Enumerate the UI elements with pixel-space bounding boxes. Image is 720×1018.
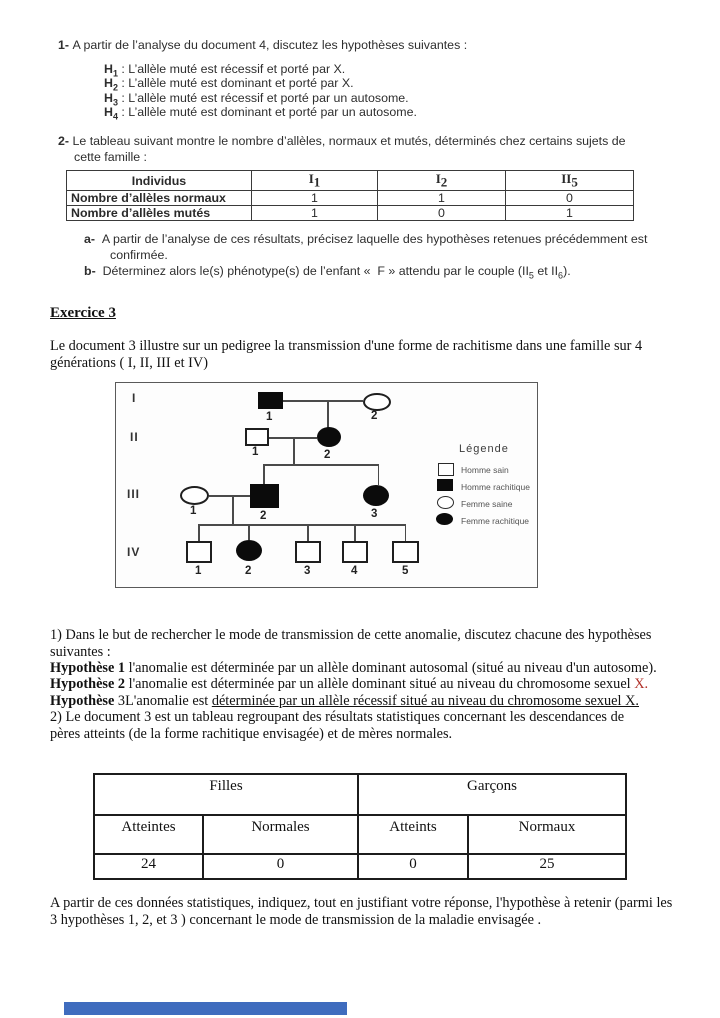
pedigree-individual-II-1-healthy-male-icon bbox=[245, 428, 269, 446]
sibling-drop-IV-5 bbox=[405, 524, 407, 541]
stats-header-atteints: Atteints bbox=[358, 815, 468, 854]
sibling-drop-IV-3 bbox=[307, 524, 309, 541]
ex3-q2-line2: pères atteints (de la forme rachitique envisagée) et de mères normales. bbox=[50, 726, 453, 742]
question-1-number: 1- bbox=[58, 38, 70, 52]
pedigree-diagram bbox=[115, 382, 538, 588]
stats-header-normaux: Normaux bbox=[468, 815, 626, 854]
final-question-line2: 3 hypothèses 1, 2, et 3 ) concernant le mode de transmission de la maladie envisagée . bbox=[50, 912, 542, 928]
legend-label-femme-rachitique: Femme rachitique bbox=[461, 516, 530, 526]
ex3-q1-line2: suivantes : bbox=[50, 644, 111, 660]
legend-circle-filled-icon bbox=[436, 513, 453, 525]
pedigree-individual-I-2-healthy-female-icon bbox=[363, 393, 391, 411]
sibling-drop-III-3 bbox=[378, 464, 380, 485]
stats-table-values-row bbox=[94, 854, 626, 879]
generation-label-III: III bbox=[127, 487, 141, 501]
pedigree-individual-III-3-affected-female-icon bbox=[363, 485, 389, 506]
sibling-bar-IV bbox=[198, 524, 406, 526]
legend-label-homme-rachitique: Homme rachitique bbox=[461, 482, 530, 492]
sibling-bar-III bbox=[263, 464, 379, 466]
generation-label-IV: IV bbox=[127, 545, 141, 559]
stats-table bbox=[93, 773, 627, 880]
descent-line-I bbox=[327, 400, 329, 428]
legend-square-filled-icon bbox=[437, 479, 453, 491]
stats-table-header-row bbox=[94, 815, 626, 854]
question-a-number: a- bbox=[84, 232, 96, 246]
allele-table-row-mutes: Nombre d’allèles mutés 1 0 1 bbox=[67, 206, 634, 221]
pedigree-individual-III-1-healthy-female-icon bbox=[180, 486, 209, 505]
pedigree-label-III-3: 3 bbox=[371, 508, 378, 520]
marriage-line-III bbox=[209, 495, 250, 497]
pedigree-label-IV-3: 3 bbox=[304, 565, 311, 577]
pedigree-label-I-2: 2 bbox=[371, 410, 378, 422]
stats-table-group-row bbox=[94, 774, 626, 815]
pedigree-label-IV-5: 5 bbox=[402, 565, 409, 577]
question-2-intro-line1: 2- Le tableau suivant montre le nombre d’allèles, normaux et mutés, déterminés chez certains sujets de bbox=[58, 134, 626, 148]
exercise-3-intro-line2: générations ( I, II, III et IV) bbox=[50, 355, 208, 371]
hypothesis-h1: $H_1$ : L’allèle muté est récessif et porté par X. bbox=[104, 62, 346, 79]
pedigree-label-III-1: 1 bbox=[190, 505, 197, 517]
pedigree-individual-II-2-affected-female-icon bbox=[317, 427, 341, 447]
marriage-line-I bbox=[283, 400, 363, 402]
hypothesis-h2: $H_2$ : L’allèle muté est dominant et porté par X. bbox=[104, 76, 354, 93]
legend-square-empty-icon bbox=[438, 463, 454, 476]
pedigree-individual-IV-4-healthy-male-icon bbox=[342, 541, 368, 563]
question-a-line2: confirmée. bbox=[110, 248, 168, 262]
allele-table-header-ii5: $II_5$ bbox=[506, 171, 634, 191]
pedigree-label-III-2: 2 bbox=[260, 510, 267, 522]
pedigree-label-IV-2: 2 bbox=[245, 565, 252, 577]
stats-value-garcons-atteints: 0 bbox=[358, 854, 468, 879]
hypothese-2-red-x: X. bbox=[634, 676, 649, 692]
question-1-intro: 1- A partir de l’analyse du document 4, discutez les hypothèses suivantes : bbox=[58, 38, 468, 52]
pedigree-individual-IV-5-healthy-male-icon bbox=[392, 541, 419, 563]
allele-table-header-row bbox=[67, 171, 634, 191]
sibling-drop-III-2 bbox=[263, 464, 265, 484]
allele-table-header-i1: $I_1$ bbox=[252, 171, 378, 191]
legend-title: Légende bbox=[459, 443, 509, 455]
pedigree-individual-III-2-affected-male-icon bbox=[250, 484, 279, 508]
pedigree-individual-IV-2-affected-female-icon bbox=[236, 540, 262, 561]
ex3-hypothese-1: Hypothèse 1 l'anomalie est déterminée par un allèle dominant autosomal (situé au niveau d'un autosome). bbox=[50, 660, 657, 676]
pedigree-individual-I-1-affected-male-icon bbox=[258, 392, 283, 409]
pedigree-label-IV-1: 1 bbox=[195, 565, 202, 577]
stats-header-normales: Normales bbox=[203, 815, 358, 854]
allele-table bbox=[66, 170, 634, 221]
ex3-hypothese-2: Hypothèse 2 l'anomalie est déterminée par un allèle dominant situé au niveau du chromosome sexuel X. bbox=[50, 676, 649, 692]
allele-table-row-normaux: Nombre d’allèles normaux 1 1 0 bbox=[67, 191, 634, 206]
stats-header-garcons: Garçons bbox=[358, 774, 626, 815]
stats-value-filles-normales: 0 bbox=[203, 854, 358, 879]
question-2-number: 2- bbox=[58, 134, 70, 148]
stats-header-atteintes: Atteintes bbox=[94, 815, 203, 854]
question-b-line: b- Déterminez alors le(s) phénotype(s) de l’enfant « F » attendu par le couple ($II_5$ et $II_6$). bbox=[84, 264, 571, 281]
exercise-3-intro-line1: Le document 3 illustre sur un pedigree la transmission d'une forme de rachitisme dans une famille sur 4 bbox=[50, 338, 643, 354]
stats-header-filles: Filles bbox=[94, 774, 358, 815]
stats-value-garcons-normaux: 25 bbox=[468, 854, 626, 879]
hypothese-3-underlined: déterminée par un allèle récessif situé au niveau du chromosome sexuel X. bbox=[211, 693, 639, 709]
hypothesis-h4: $H_4$ : L’allèle muté est dominant et porté par un autosome. bbox=[104, 105, 417, 122]
ex3-q2-line1: 2) Le document 3 est un tableau regroupant des résultats statistiques concernant les descendances de bbox=[50, 709, 625, 725]
pedigree-label-IV-4: 4 bbox=[351, 565, 358, 577]
ex3-hypothese-3: Hypothèse 3L'anomalie est déterminée par un allèle récessif situé au niveau du chromosome sexuel X. bbox=[50, 693, 639, 709]
question-2-intro-line2: cette famille : bbox=[74, 150, 147, 164]
pedigree-individual-IV-1-healthy-male-icon bbox=[186, 541, 212, 563]
allele-table-header-individus: Individus bbox=[67, 171, 252, 191]
descent-line-II bbox=[293, 437, 295, 464]
allele-table-header-i2: $I_2$ bbox=[378, 171, 506, 191]
sibling-drop-IV-2 bbox=[248, 524, 250, 540]
stats-value-filles-atteintes: 24 bbox=[94, 854, 203, 879]
sibling-drop-IV-1 bbox=[198, 524, 200, 541]
pedigree-individual-IV-3-healthy-male-icon bbox=[295, 541, 321, 563]
generation-label-II: II bbox=[130, 430, 139, 444]
final-question-line1: A partir de ces données statistiques, indiquez, tout en justifiant votre réponse, l'hypothèse à retenir (parmi les bbox=[50, 895, 673, 911]
pedigree-label-II-1: 1 bbox=[252, 446, 259, 458]
footer-blue-bar bbox=[64, 1002, 347, 1015]
hypothesis-h3: $H_3$ : L’allèle muté est récessif et porté par un autosome. bbox=[104, 91, 409, 108]
ex3-q1-line1: 1) Dans le but de rechercher le mode de transmission de cette anomalie, discutez chacune des hypothèses bbox=[50, 627, 652, 643]
legend-label-homme-sain: Homme sain bbox=[461, 465, 509, 475]
legend-circle-empty-icon bbox=[437, 496, 454, 509]
exercise-3-heading: Exercice 3 bbox=[50, 305, 116, 321]
question-b-number: b- bbox=[84, 264, 96, 278]
legend-label-femme-saine: Femme saine bbox=[461, 499, 513, 509]
question-a-line1: a- A partir de l’analyse de ces résultats, précisez laquelle des hypothèses retenues précédemment est bbox=[84, 232, 648, 246]
generation-label-I: I bbox=[132, 391, 137, 405]
descent-line-III bbox=[232, 495, 234, 524]
pedigree-label-II-2: 2 bbox=[324, 449, 331, 461]
sibling-drop-IV-4 bbox=[354, 524, 356, 541]
pedigree-label-I-1: 1 bbox=[266, 411, 273, 423]
